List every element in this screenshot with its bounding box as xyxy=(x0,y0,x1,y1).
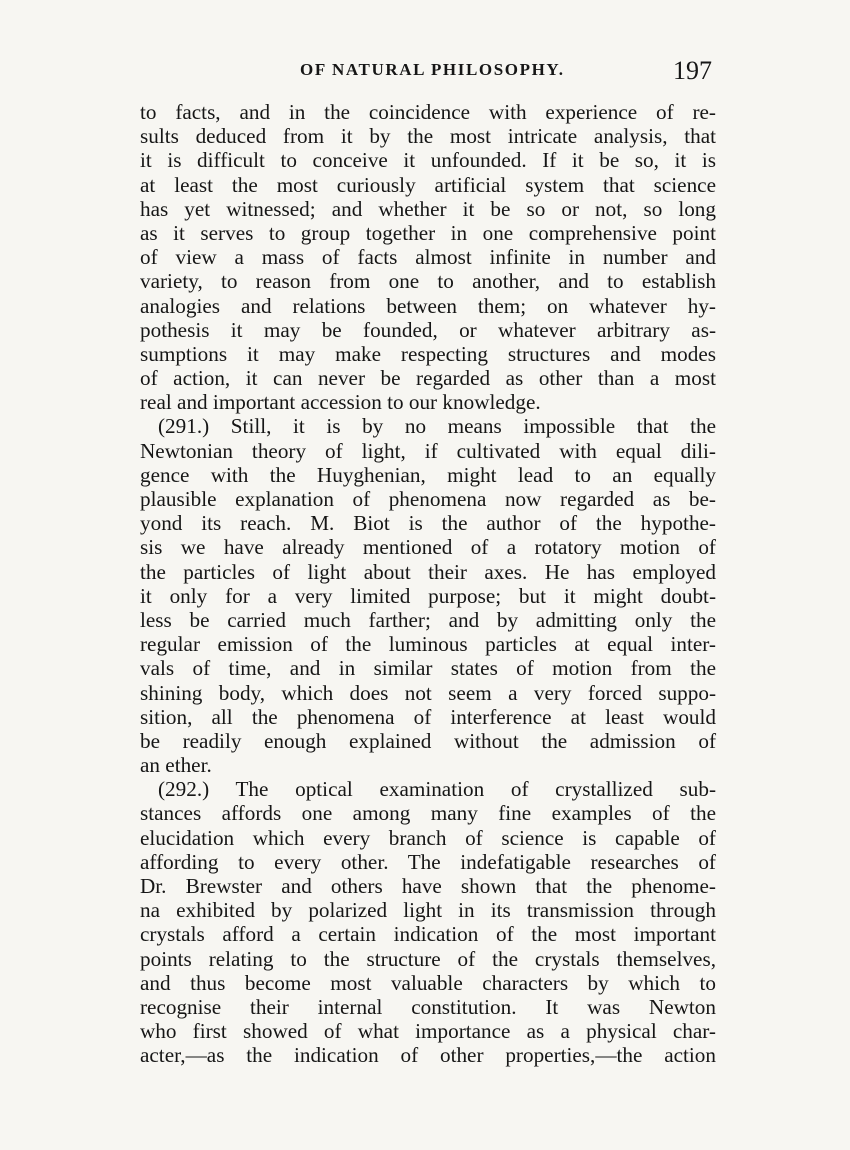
text-line: it is difficult to conceive it unfounded. If it be so, it is xyxy=(140,148,716,173)
paragraph-end-line: an ether. xyxy=(140,753,212,778)
text-line: of action, it can never be regarded as other than a most xyxy=(140,366,716,391)
text-line: plausible explanation of phenomena now regarded as be- xyxy=(140,487,716,511)
text-line: analogies and relations between them; on whatever hy- xyxy=(140,293,716,318)
text-line: Dr. Brewster and others have shown that the phenome- xyxy=(140,874,716,898)
text-line: who first showed of what importance as a physical char- xyxy=(140,1019,716,1044)
text-line: sults deduced from it by the most intricate analysis, that xyxy=(140,124,716,149)
page-number: 197 xyxy=(673,56,712,85)
text-line: variety, to reason from one to another, and to establish xyxy=(140,269,716,294)
text-line: vals of time, and in similar states of motion from the xyxy=(140,656,716,681)
text-line: shining body, which does not seem a very forced suppo- xyxy=(140,680,716,705)
text-line: Newtonian theory of light, if cultivated with equal dili- xyxy=(140,438,716,463)
text-line: points relating to the structure of the crystals themselves, xyxy=(140,946,716,971)
text-line: be readily enough explained without the admission of xyxy=(140,728,716,753)
text-line: stances affords one among many fine examples of the xyxy=(140,801,716,826)
text-line: the particles of light about their axes. He has employed xyxy=(140,559,716,584)
text-line: affording to every other. The indefatigable researches of xyxy=(140,849,716,874)
text-line: pothesis it may be founded, or whatever arbitrary as- xyxy=(140,317,716,342)
text-line: regular emission of the luminous particles at equal inter- xyxy=(140,632,716,657)
text-line: yond its reach. M. Biot is the author of the hypothe- xyxy=(140,511,716,536)
paragraph-291-start: (291.) Still, it is by no means impossible that the xyxy=(158,414,716,439)
text-line: to facts, and in the coincidence with experience of re- xyxy=(140,100,716,124)
text-line: less be carried much farther; and by admitting only the xyxy=(140,607,716,632)
text-line: recognise their internal constitution. It was Newton xyxy=(140,994,716,1019)
text-line: acter,—as the indication of other properties,—the action xyxy=(140,1043,716,1068)
text-line: sition, all the phenomena of interference at least would xyxy=(140,704,716,729)
paragraph-292-start: (292.) The optical examination of crystallized sub- xyxy=(158,777,716,802)
text-line: sis we have already mentioned of a rotatory motion of xyxy=(140,535,716,560)
text-line: has yet witnessed; and whether it be so or not, so long xyxy=(140,196,716,221)
text-line: it only for a very limited purpose; but it might doubt- xyxy=(140,583,716,608)
text-line: sumptions it may make respecting structures and modes xyxy=(140,341,716,366)
text-line: na exhibited by polarized light in its transmission through xyxy=(140,898,716,923)
text-line: crystals afford a certain indication of the most important xyxy=(140,922,716,947)
body-text xyxy=(140,100,716,1068)
text-line: at least the most curiously artificial system that science xyxy=(140,172,716,197)
paragraph-end-line: real and important accession to our knowledge. xyxy=(140,390,541,415)
text-line: and thus become most valuable characters by which to xyxy=(140,970,716,995)
text-line: elucidation which every branch of science is capable of xyxy=(140,825,716,850)
running-head xyxy=(140,56,716,90)
text-line: as it serves to group together in one comprehensive point xyxy=(140,220,716,245)
text-line: of view a mass of facts almost infinite in number and xyxy=(140,245,716,270)
running-title: OF NATURAL PHILOSOPHY. xyxy=(300,60,565,79)
text-line: gence with the Huyghenian, might lead to an equally xyxy=(140,462,716,487)
